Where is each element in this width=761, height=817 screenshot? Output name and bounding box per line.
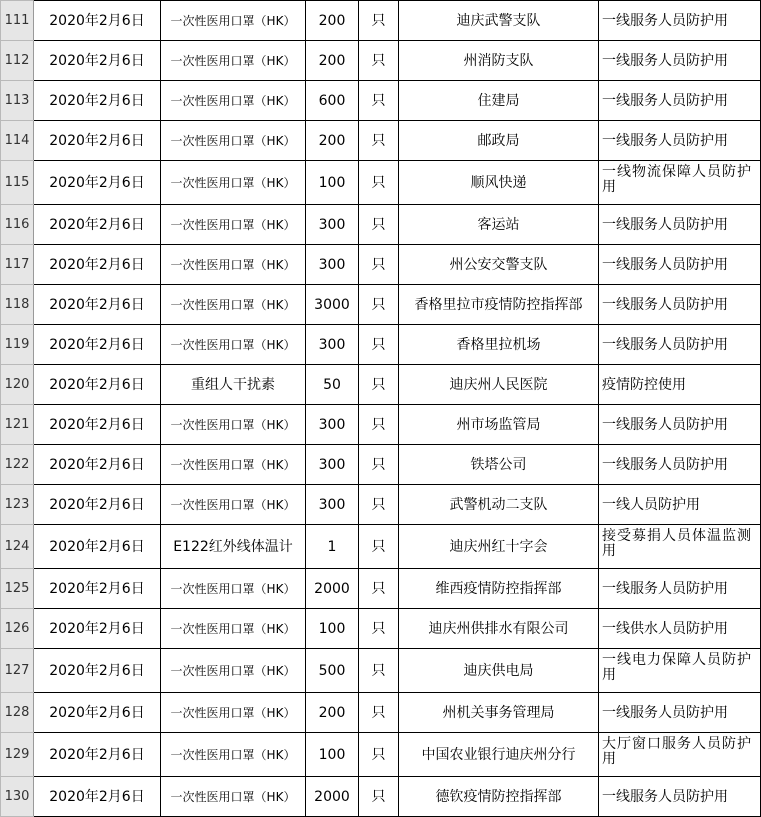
table-row — [1, 365, 761, 405]
usage-cell[interactable]: 一线服务人员防护用 — [599, 245, 761, 285]
item-cell[interactable]: 一次性医用口罩（HK） — [161, 609, 306, 649]
quantity-cell[interactable]: 2000 — [306, 777, 359, 817]
date-cell[interactable]: 2020年2月6日 — [34, 777, 161, 817]
unit-cell[interactable]: 只 — [359, 365, 399, 405]
usage-cell[interactable]: 一线服务人员防护用 — [599, 285, 761, 325]
recipient-cell[interactable]: 迪庆州红十字会 — [399, 525, 599, 569]
row-header[interactable]: 111 — [1, 1, 34, 41]
recipient-cell[interactable]: 住建局 — [399, 81, 599, 121]
table-row — [1, 41, 761, 81]
row-header[interactable]: 120 — [1, 365, 34, 405]
row-header[interactable]: 112 — [1, 41, 34, 81]
quantity-cell[interactable]: 200 — [306, 1, 359, 41]
date-cell[interactable]: 2020年2月6日 — [34, 41, 161, 81]
quantity-cell[interactable]: 100 — [306, 161, 359, 205]
item-cell[interactable]: 一次性医用口罩（HK） — [161, 325, 306, 365]
date-cell[interactable]: 2020年2月6日 — [34, 285, 161, 325]
table-row — [1, 245, 761, 285]
unit-cell[interactable]: 只 — [359, 81, 399, 121]
item-cell[interactable]: 一次性医用口罩（HK） — [161, 485, 306, 525]
usage-cell[interactable]: 一线服务人员防护用 — [599, 41, 761, 81]
quantity-cell[interactable]: 500 — [306, 649, 359, 693]
recipient-cell[interactable]: 州市场监管局 — [399, 405, 599, 445]
row-header[interactable]: 129 — [1, 733, 34, 777]
usage-cell[interactable]: 疫情防控使用 — [599, 365, 761, 405]
recipient-cell[interactable]: 德钦疫情防控指挥部 — [399, 777, 599, 817]
row-header[interactable]: 126 — [1, 609, 34, 649]
row-header[interactable]: 128 — [1, 693, 34, 733]
row-header[interactable]: 114 — [1, 121, 34, 161]
recipient-cell[interactable]: 迪庆州人民医院 — [399, 365, 599, 405]
usage-cell[interactable]: 一线服务人员防护用 — [599, 777, 761, 817]
item-cell[interactable]: 一次性医用口罩（HK） — [161, 285, 306, 325]
usage-cell[interactable]: 一线服务人员防护用 — [599, 405, 761, 445]
recipient-cell[interactable]: 州消防支队 — [399, 41, 599, 81]
date-cell[interactable]: 2020年2月6日 — [34, 693, 161, 733]
quantity-cell[interactable]: 50 — [306, 365, 359, 405]
row-header[interactable]: 123 — [1, 485, 34, 525]
table-row — [1, 485, 761, 525]
quantity-cell[interactable]: 600 — [306, 81, 359, 121]
quantity-cell[interactable]: 300 — [306, 445, 359, 485]
unit-cell[interactable]: 只 — [359, 733, 399, 777]
usage-cell[interactable]: 一线供水人员防护用 — [599, 609, 761, 649]
unit-cell[interactable]: 只 — [359, 445, 399, 485]
row-header[interactable]: 116 — [1, 205, 34, 245]
usage-cell[interactable]: 一线服务人员防护用 — [599, 121, 761, 161]
date-cell[interactable]: 2020年2月6日 — [34, 1, 161, 41]
item-cell[interactable]: 一次性医用口罩（HK） — [161, 121, 306, 161]
table-row — [1, 405, 761, 445]
item-cell[interactable]: 一次性医用口罩（HK） — [161, 445, 306, 485]
unit-cell[interactable]: 只 — [359, 485, 399, 525]
quantity-cell[interactable]: 300 — [306, 325, 359, 365]
row-header[interactable]: 130 — [1, 777, 34, 817]
item-cell[interactable]: 重组人干扰素 — [161, 365, 306, 405]
row-header[interactable]: 124 — [1, 525, 34, 569]
unit-cell[interactable]: 只 — [359, 405, 399, 445]
date-cell[interactable]: 2020年2月6日 — [34, 325, 161, 365]
item-cell[interactable]: 一次性医用口罩（HK） — [161, 41, 306, 81]
row-header[interactable]: 119 — [1, 325, 34, 365]
unit-cell[interactable]: 只 — [359, 649, 399, 693]
row-header[interactable]: 118 — [1, 285, 34, 325]
row-header[interactable]: 113 — [1, 81, 34, 121]
recipient-cell[interactable]: 客运站 — [399, 205, 599, 245]
quantity-cell[interactable]: 100 — [306, 733, 359, 777]
table-row — [1, 777, 761, 817]
usage-cell[interactable]: 一线物流保障人员防护用 — [599, 161, 761, 205]
quantity-cell[interactable]: 200 — [306, 121, 359, 161]
date-cell[interactable]: 2020年2月6日 — [34, 205, 161, 245]
date-cell[interactable]: 2020年2月6日 — [34, 733, 161, 777]
unit-cell[interactable]: 只 — [359, 609, 399, 649]
recipient-cell[interactable]: 维西疫情防控指挥部 — [399, 569, 599, 609]
quantity-cell[interactable]: 300 — [306, 245, 359, 285]
row-header[interactable]: 117 — [1, 245, 34, 285]
usage-cell[interactable]: 一线人员防护用 — [599, 485, 761, 525]
quantity-cell[interactable]: 100 — [306, 609, 359, 649]
usage-cell[interactable]: 一线电力保障人员防护用 — [599, 649, 761, 693]
date-cell[interactable]: 2020年2月6日 — [34, 121, 161, 161]
usage-cell[interactable]: 一线服务人员防护用 — [599, 693, 761, 733]
table-row — [1, 649, 761, 693]
quantity-cell[interactable]: 2000 — [306, 569, 359, 609]
table-row — [1, 205, 761, 245]
unit-cell[interactable]: 只 — [359, 121, 399, 161]
table-row — [1, 609, 761, 649]
row-header[interactable]: 127 — [1, 649, 34, 693]
row-header[interactable]: 115 — [1, 161, 34, 205]
item-cell[interactable]: 一次性医用口罩（HK） — [161, 693, 306, 733]
recipient-cell[interactable]: 州机关事务管理局 — [399, 693, 599, 733]
date-cell[interactable]: 2020年2月6日 — [34, 365, 161, 405]
usage-cell[interactable]: 一线服务人员防护用 — [599, 1, 761, 41]
quantity-cell[interactable]: 200 — [306, 693, 359, 733]
quantity-cell[interactable]: 3000 — [306, 285, 359, 325]
usage-cell[interactable]: 一线服务人员防护用 — [599, 569, 761, 609]
recipient-cell[interactable]: 武警机动二支队 — [399, 485, 599, 525]
unit-cell[interactable]: 只 — [359, 693, 399, 733]
date-cell[interactable]: 2020年2月6日 — [34, 161, 161, 205]
usage-cell[interactable]: 一线服务人员防护用 — [599, 325, 761, 365]
date-cell[interactable]: 2020年2月6日 — [34, 609, 161, 649]
usage-cell[interactable]: 接受募捐人员体温监测用 — [599, 525, 761, 569]
recipient-cell[interactable]: 迪庆州供排水有限公司 — [399, 609, 599, 649]
date-cell[interactable]: 2020年2月6日 — [34, 525, 161, 569]
date-cell[interactable]: 2020年2月6日 — [34, 485, 161, 525]
table-row — [1, 733, 761, 777]
date-cell[interactable]: 2020年2月6日 — [34, 649, 161, 693]
unit-cell[interactable]: 只 — [359, 777, 399, 817]
quantity-cell[interactable]: 300 — [306, 405, 359, 445]
usage-cell[interactable]: 一线服务人员防护用 — [599, 445, 761, 485]
item-cell[interactable]: E122红外线体温计 — [161, 525, 306, 569]
table-row — [1, 285, 761, 325]
recipient-cell[interactable]: 州公安交警支队 — [399, 245, 599, 285]
table-row — [1, 81, 761, 121]
unit-cell[interactable]: 只 — [359, 1, 399, 41]
unit-cell[interactable]: 只 — [359, 41, 399, 81]
usage-cell[interactable]: 一线服务人员防护用 — [599, 205, 761, 245]
recipient-cell[interactable]: 顺风快递 — [399, 161, 599, 205]
item-cell[interactable]: 一次性医用口罩（HK） — [161, 161, 306, 205]
quantity-cell[interactable]: 200 — [306, 41, 359, 81]
item-cell[interactable]: 一次性医用口罩（HK） — [161, 405, 306, 445]
unit-cell[interactable]: 只 — [359, 245, 399, 285]
date-cell[interactable]: 2020年2月6日 — [34, 81, 161, 121]
recipient-cell[interactable]: 香格里拉机场 — [399, 325, 599, 365]
date-cell[interactable]: 2020年2月6日 — [34, 245, 161, 285]
unit-cell[interactable]: 只 — [359, 161, 399, 205]
table-row — [1, 325, 761, 365]
table-row — [1, 121, 761, 161]
unit-cell[interactable]: 只 — [359, 325, 399, 365]
item-cell[interactable]: 一次性医用口罩（HK） — [161, 777, 306, 817]
item-cell[interactable]: 一次性医用口罩（HK） — [161, 81, 306, 121]
table-body — [1, 1, 761, 817]
recipient-cell[interactable]: 邮政局 — [399, 121, 599, 161]
quantity-cell[interactable]: 300 — [306, 485, 359, 525]
usage-cell[interactable]: 大厅窗口服务人员防护用 — [599, 733, 761, 777]
table-row — [1, 1, 761, 41]
table-row — [1, 161, 761, 205]
row-header[interactable]: 122 — [1, 445, 34, 485]
recipient-cell[interactable]: 迪庆供电局 — [399, 649, 599, 693]
recipient-cell[interactable]: 迪庆武警支队 — [399, 1, 599, 41]
unit-cell[interactable]: 只 — [359, 285, 399, 325]
row-header[interactable]: 125 — [1, 569, 34, 609]
quantity-cell[interactable]: 1 — [306, 525, 359, 569]
recipient-cell[interactable]: 铁塔公司 — [399, 445, 599, 485]
table-row — [1, 525, 761, 569]
item-cell[interactable]: 一次性医用口罩（HK） — [161, 205, 306, 245]
unit-cell[interactable]: 只 — [359, 569, 399, 609]
table-row — [1, 693, 761, 733]
item-cell[interactable]: 一次性医用口罩（HK） — [161, 733, 306, 777]
unit-cell[interactable]: 只 — [359, 525, 399, 569]
item-cell[interactable]: 一次性医用口罩（HK） — [161, 245, 306, 285]
recipient-cell[interactable]: 中国农业银行迪庆州分行 — [399, 733, 599, 777]
date-cell[interactable]: 2020年2月6日 — [34, 569, 161, 609]
item-cell[interactable]: 一次性医用口罩（HK） — [161, 1, 306, 41]
quantity-cell[interactable]: 300 — [306, 205, 359, 245]
item-cell[interactable]: 一次性医用口罩（HK） — [161, 649, 306, 693]
unit-cell[interactable]: 只 — [359, 205, 399, 245]
table-row — [1, 569, 761, 609]
recipient-cell[interactable]: 香格里拉市疫情防控指挥部 — [399, 285, 599, 325]
date-cell[interactable]: 2020年2月6日 — [34, 405, 161, 445]
usage-cell[interactable]: 一线服务人员防护用 — [599, 81, 761, 121]
item-cell[interactable]: 一次性医用口罩（HK） — [161, 569, 306, 609]
date-cell[interactable]: 2020年2月6日 — [34, 445, 161, 485]
row-header[interactable]: 121 — [1, 405, 34, 445]
table-row — [1, 445, 761, 485]
